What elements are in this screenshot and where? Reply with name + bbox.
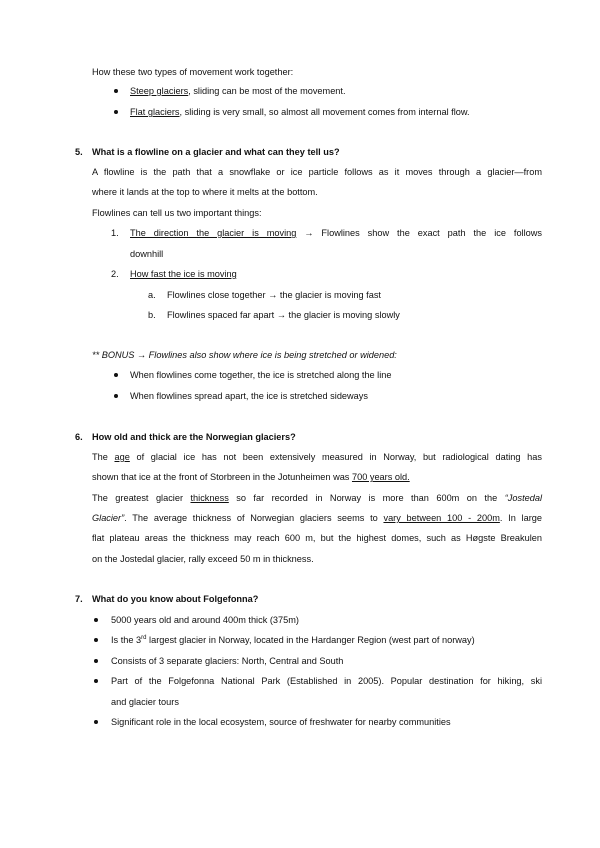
age-value: 700 years old. <box>351 472 410 482</box>
question-5-number: 5. <box>75 147 83 157</box>
question-7-number: 7. <box>75 594 83 604</box>
sub-list-item: Flowlines close together → the glacier is moving fast <box>167 290 381 300</box>
q6-paragraph-line: Glacier”. The average thickness of Norwegian glaciers seems to vary between 100 - 200m. In large <box>92 513 542 523</box>
list-item: Consists of 3 separate glaciers: North, Central and South <box>111 656 344 666</box>
bullet-icon <box>114 373 118 377</box>
list-item-continuation: and glacier tours <box>111 697 179 707</box>
list-item: Steep glaciers, sliding can be most of the movement. <box>130 86 346 96</box>
bullet-icon <box>94 720 98 724</box>
q5-paragraph-line: where it lands at the top to where it melts at the bottom. <box>92 187 318 197</box>
bullet-icon <box>94 659 98 663</box>
bullet-icon <box>114 89 118 93</box>
q6-paragraph-line: flat plateau areas the thickness may reach 600 m, but the highest domes, such as Høgste Breakulen <box>92 533 542 543</box>
list-number: 2. <box>111 269 119 279</box>
sub-list-item: Flowlines spaced far apart → the glacier is moving slowly <box>167 310 400 320</box>
question-7-heading: What do you know about Folgefonna? <box>92 594 259 604</box>
list-item: When flowlines come together, the ice is stretched along the line <box>130 370 392 380</box>
q6-paragraph-line: on the Jostedal glacier, rally exceed 50 m in thickness. <box>92 554 314 564</box>
question-5-heading: What is a flowline on a glacier and what can they tell us? <box>92 147 340 157</box>
q6-paragraph-line: The greatest glacier thickness so far recorded in Norway is more than 600m on the “Jostedal <box>92 493 542 503</box>
bullet-icon <box>94 638 98 642</box>
movement-intro: How these two types of movement work together: <box>92 67 294 77</box>
bullet-icon <box>114 110 118 114</box>
list-number: 1. <box>111 228 119 238</box>
bullet-icon <box>94 618 98 622</box>
q6-paragraph-line: The age of glacial ice has not been extensively measured in Norway, but radiological dating has <box>92 452 542 462</box>
q5-paragraph-line: A flowline is the path that a snowflake or ice particle follows as it moves through a glacier—from <box>92 167 542 177</box>
q6-paragraph-line: shown that ice at the front of Storbreen in the Jotunheimen was 700 years old. <box>92 472 410 482</box>
question-6-number: 6. <box>75 432 83 442</box>
thickness-term: thickness <box>190 493 229 503</box>
bullet-icon <box>94 679 98 683</box>
list-item-continuation: downhill <box>130 249 164 259</box>
q5-things-intro: Flowlines can tell us two important things: <box>92 208 262 218</box>
list-item: Part of the Folgefonna National Park (Established in 2005). Popular destination for hiking, ski <box>111 676 542 686</box>
bonus-note: ** BONUS → Flowlines also show where ice is being stretched or widened: <box>92 350 397 360</box>
question-6-heading: How old and thick are the Norwegian glaciers? <box>92 432 296 442</box>
list-item: Significant role in the local ecosystem, source of freshwater for nearby communities <box>111 717 451 727</box>
jostedal-glacier-name: “Jostedal <box>504 493 542 503</box>
sub-list-label: a. <box>148 290 156 300</box>
list-item: Flat glaciers, sliding is very small, so almost all movement comes from internal flow. <box>130 107 470 117</box>
thickness-range: vary between 100 - 200m <box>383 513 500 523</box>
direction-term: The direction the glacier is moving <box>130 228 297 238</box>
list-item: Is the 3rd largest glacier in Norway, located in the Hardanger Region (west part of norway) <box>111 634 475 645</box>
steep-glaciers-term: Steep glaciers <box>130 86 189 96</box>
sub-list-label: b. <box>148 310 156 320</box>
bullet-icon <box>114 394 118 398</box>
age-term: age <box>114 452 130 462</box>
list-item: When flowlines spread apart, the ice is stretched sideways <box>130 391 368 401</box>
flat-glaciers-term: Flat glaciers <box>130 107 180 117</box>
list-item: 5000 years old and around 400m thick (375m) <box>111 615 299 625</box>
speed-term: How fast the ice is moving <box>130 269 237 279</box>
list-item: The direction the glacier is moving → Flowlines show the exact path the ice follows <box>130 228 542 238</box>
